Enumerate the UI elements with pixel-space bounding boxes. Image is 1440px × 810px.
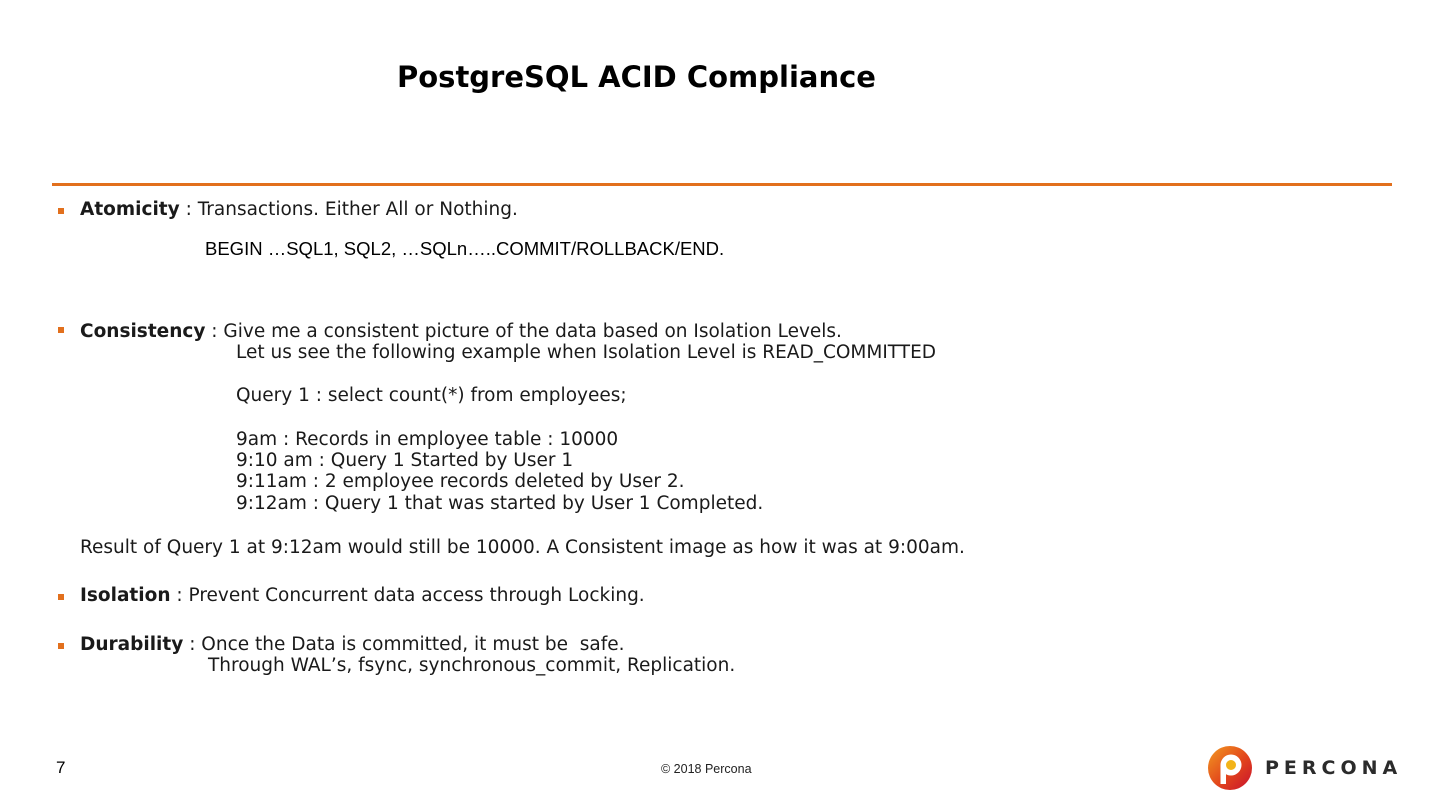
consistency-result: Result of Query 1 at 9:12am would still be 10000. A Consistent image as how it was at 9:00am. [80, 537, 965, 558]
consistency-timeline-1: 9am : Records in employee table : 10000 [236, 429, 619, 450]
title-divider [52, 183, 1392, 186]
consistency-line [80, 321, 842, 343]
consistency-desc: : Give me a consistent picture of the data based on Isolation Levels. [205, 321, 842, 342]
consistency-example-intro: Let us see the following example when Isolation Level is READ_COMMITTED [236, 342, 937, 363]
bullet-isolation [58, 594, 64, 600]
copyright-text: © 2018 Percona [661, 762, 752, 776]
isolation-line [80, 585, 645, 607]
consistency-timeline-3: 9:11am : 2 employee records deleted by User 2. [236, 471, 685, 492]
percona-logo [1207, 745, 1402, 791]
atomicity-line [80, 199, 518, 221]
consistency-timeline-4: 9:12am : Query 1 that was started by User 1 Completed. [236, 493, 764, 514]
atomicity-desc: : Transactions. Either All or Nothing. [179, 199, 518, 220]
atomicity-example: BEGIN …SQL1, SQL2, …SQLn…..COMMIT/ROLLBACK/END. [205, 238, 725, 259]
bullet-consistency [58, 327, 64, 333]
bullet-atomicity [58, 208, 64, 214]
percona-logo-icon [1207, 745, 1253, 791]
percona-logo-text: PERCONA [1265, 757, 1403, 779]
atomicity-term: Atomicity [80, 199, 180, 220]
consistency-query: Query 1 : select count(*) from employees; [236, 385, 627, 406]
durability-line [80, 634, 624, 656]
durability-desc: : Once the Data is committed, it must be safe. [183, 634, 625, 655]
durability-detail: Through WAL’s, fsync, synchronous_commit, Replication. [208, 655, 736, 676]
isolation-desc: : Prevent Concurrent data access through Locking. [170, 585, 645, 606]
page-number: 7 [56, 758, 66, 777]
consistency-term: Consistency [80, 321, 206, 342]
slide-title: PostgreSQL ACID Compliance [397, 60, 876, 94]
bullet-durability [58, 643, 64, 649]
consistency-timeline-2: 9:10 am : Query 1 Started by User 1 [236, 450, 574, 471]
isolation-term: Isolation [80, 585, 171, 606]
durability-term: Durability [80, 634, 184, 655]
